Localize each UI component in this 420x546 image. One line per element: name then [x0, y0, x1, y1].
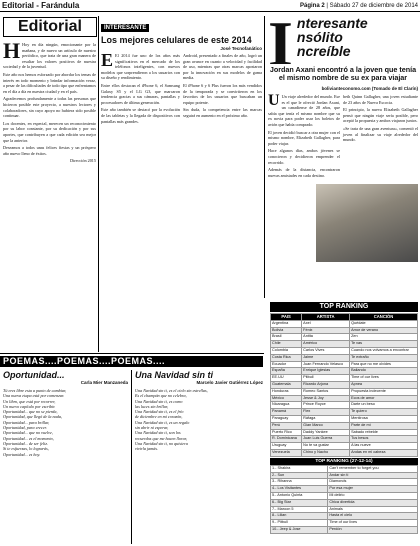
section-title: Editorial - Farándula — [2, 1, 80, 10]
ranking-cell-cancion: Propuesta indecente — [350, 388, 418, 395]
ranking-row — [271, 443, 418, 450]
poem-line: las luces sin brillar, — [135, 403, 169, 409]
ranking-row — [271, 341, 418, 348]
ranking-sub-row — [271, 526, 418, 533]
ranking-sub-artist: 4.- Los Visitantes — [271, 486, 328, 493]
ranking-sub-table — [270, 465, 418, 534]
ranking-row — [271, 409, 418, 416]
ranking-header-cancion: CANCIÓN — [350, 314, 418, 321]
celulares-byline: José Tecnofanático — [220, 46, 262, 51]
ranking-sub-artist: 9.- Pitbull — [271, 520, 328, 527]
poemas-band: POEMAS....POEMAS....POEMAS.... — [0, 356, 263, 367]
navidad-author: Marcelo Javier Gutiérrez López — [196, 380, 263, 385]
ranking-cell-cancion: Andas en mi cabeza — [350, 449, 418, 456]
oportunidad-lines — [3, 388, 128, 457]
celulares-paragraph: Sin duda, la competencia entre las marcas seguirá en aumento en el próximo año. — [183, 107, 262, 118]
ranking-sub-artist: 7.- Maroon 5 — [271, 506, 328, 513]
ranking-sub-artist: 3.- Rihanna — [271, 479, 328, 486]
poem-line: Oportunidad... de ser feliz. — [3, 440, 49, 446]
navidad-title: Una Navidad sin ti — [135, 370, 214, 380]
ranking-cell-cancion: A las nueve — [350, 443, 418, 450]
celulares-paragraph: El iPhone 6 y 6 Plus fueron los más vendidos de la temporada y se convirtieron en los favoritos de los usuarios que buscaban un equipo potente. — [183, 82, 262, 105]
ranking-row — [271, 388, 418, 395]
celulares-article — [101, 16, 262, 352]
poem-line: Una Navidad sin ti, es el frío — [135, 409, 184, 415]
ranking-row — [271, 395, 418, 402]
ranking-cell-pais: Chile — [271, 341, 302, 348]
oportunidad-title: Oportunidad... — [3, 370, 65, 380]
poem-line: Oportunidad, que llegó de la nada, — [3, 414, 62, 420]
ranking-cell-cancion: Para que no me olvides — [350, 361, 418, 368]
ranking-sub-row — [271, 465, 418, 472]
interesante-source: bolivianteconomo.com (Tomado de El Clarín) — [321, 86, 418, 91]
interesante-paragraph: El joven decidió buscar a otra mujer con el mismo nombre, Elizabeth Gallagher, para poder viajar. — [268, 129, 340, 146]
ranking-cell-pais: Paraguay — [271, 415, 302, 422]
celulares-paragraph: Este año también se destacó por la evolución de las tabletas y la llegada de dispositivos con pantallas más grandes. — [101, 107, 180, 124]
ranking-sub-song: Diamonds — [328, 479, 418, 486]
ranking-cell-pais: Puerto Rico — [271, 429, 302, 436]
ranking-cell-pais: España — [271, 368, 302, 375]
ranking-row — [271, 334, 418, 341]
poem-line: Oportunidad... para brillar, — [3, 419, 50, 425]
editorial-paragraph: Deseamos a todos unas felices fiestas y un próspero año nuevo lleno de éxitos. — [3, 145, 96, 156]
ranking-cell-artista: Américo — [302, 341, 350, 348]
celulares-headline: Los mejores celulares de este 2014 — [101, 35, 252, 45]
ranking-cell-cancion: Apnea — [350, 381, 418, 388]
ranking-cell-pais: Honduras — [271, 388, 302, 395]
poem-line: Una Navidad sin ti, no quisiera — [135, 440, 188, 446]
section-divider — [0, 353, 264, 354]
ranking-row — [271, 402, 418, 409]
poem-line: Oportunidad... que no se pierda, — [3, 409, 58, 415]
couple-photo — [316, 184, 418, 262]
ranking-cell-artista: Pitbull — [302, 375, 350, 382]
poem-line: Oportunidad... es el momento, — [3, 435, 54, 441]
interesante-title-3: ncreíble — [296, 43, 351, 59]
ranking-sub-artist: 1.- Shakira — [271, 465, 328, 472]
ranking-cell-cancion: Tus besos — [350, 436, 418, 443]
ranking-cell-cancion: Parte de mí — [350, 422, 418, 429]
ranking-cell-cancion: Te vas — [350, 341, 418, 348]
ranking-cell-artista: Axel — [302, 320, 350, 327]
ranking-cell-artista: Daddy Yankee — [302, 429, 350, 436]
poem-line: Si te esfuerzas, lo lograrás, — [3, 446, 49, 452]
interesante-paragraph: Además de la distancia, encontraron nuevas amistades en cada destino. — [268, 167, 340, 178]
interesante-title-1: nteresante — [296, 16, 368, 31]
editorial-title: Editorial — [3, 17, 97, 37]
ranking-sub-title: TOP RANKING (27-12-14) — [270, 458, 418, 465]
ranking-row — [271, 422, 418, 429]
ranking-sub-row — [271, 513, 418, 520]
poem-line: sin abrir ni esperar, — [135, 425, 169, 431]
page-date: Sábado 27 de diciembre de 2014 — [329, 2, 418, 9]
ranking-cell-artista: Enrique Iglesias — [302, 368, 350, 375]
big-initial: I — [268, 16, 293, 64]
ranking-row — [271, 415, 418, 422]
ranking-cell-cancion: Bailando — [350, 368, 418, 375]
poem-line: vivirla jamás. — [135, 446, 159, 452]
editorial-body — [3, 42, 96, 342]
ranking-cell-pais: México — [271, 395, 302, 402]
column-divider — [264, 16, 265, 298]
ranking-sub-song: Perdón — [328, 526, 418, 533]
interesante-paragraph: U Un viaje alrededor del mundo. Ese es el que le ofreció Jordan Axani, un canadiense de 28 años, que sabía que tenía el mismo nombre que su ex novia para poder usar los boletos de avión que había comprado. — [268, 94, 340, 127]
ranking-cell-pais: Argentina — [271, 320, 302, 327]
ranking-cell-pais: Nicaragua — [271, 402, 302, 409]
oportunidad-poem — [3, 370, 128, 544]
celulares-dropcap: E — [101, 50, 114, 70]
poem-line: Un nuevo capítulo por escribir. — [3, 403, 56, 409]
ranking-cell-pais: Costa Rica — [271, 354, 302, 361]
ranking-sub-song: Time of our lives — [328, 520, 418, 527]
ranking-cell-artista: Flex — [302, 409, 350, 416]
ranking-sub-row — [271, 492, 418, 499]
ranking-row — [271, 320, 418, 327]
editorial-dropcap: H — [3, 42, 21, 63]
poem-line: Oportunidad... que no vuelve, — [3, 430, 53, 436]
poem-line: Un libro, que está por recorrer, — [3, 398, 56, 404]
ranking-sub-song: Chica divertida — [328, 499, 418, 506]
ranking-sub-song: Animals — [328, 506, 418, 513]
ranking-cell-cancion: Te quiero — [350, 409, 418, 416]
editorial-paragraph: Agradecemos profundamente a todas las personas que hicieron posible este proyecto, a nuestros lectores y colaboradores, sin cuyo apoyo no hubiera sido posible continuar. — [3, 96, 96, 119]
ranking-header-pais: PAIS — [271, 314, 302, 321]
ranking-cell-artista: Prince Royce — [302, 402, 350, 409]
ranking-sub-row — [271, 506, 418, 513]
ranking-row — [271, 354, 418, 361]
interesante-paragraph: El principio, la nueva Elizabeth Gallagher pensó que ningún viaje sería posible, pero aceptó la propuesta y ambos viajaron juntos. — [343, 107, 418, 124]
interesante-paragraph: Hace algunos días, ambos jóvenes se conocieron y decidieron emprender el recorrido. — [268, 148, 340, 165]
ranking-sub-song: Mi delirio — [328, 492, 418, 499]
editorial-paragraph: Este año nos hemos esforzado por abordar los temas de interés en todo momento y brindar información veraz, a pesar de las dificultades de todo tipo que enfrentamos en el día a día en nuestra ciudad y en el país. — [3, 71, 96, 94]
poem-line: Una nueva etapa está por comenzar. — [3, 393, 65, 399]
celulares-paragraph: E El 2014 fue uno de los años más significativos en el mercado de los teléfonos inteligentes, con nuevos modelos que sorprendieron a los usuarios con su diseño y rendimiento. — [101, 50, 180, 81]
ranking-cell-pais: EE.UU — [271, 375, 302, 382]
page-number: Página 2 — [300, 2, 325, 9]
page-header — [0, 0, 420, 12]
ranking-sub-artist: 2.- Sun — [271, 472, 328, 479]
poem-line: Una Navidad sin ti, es un regalo — [135, 419, 190, 425]
ranking-cell-artista: Jaime — [302, 354, 350, 361]
column-divider — [131, 370, 132, 544]
ranking-row — [271, 436, 418, 443]
ranking-cell-artista: Ráfaga — [302, 415, 350, 422]
ranking-sub-artist: 5.- Antonio Quinta — [271, 492, 328, 499]
poem-line: Oportunidad, para crecer. — [3, 425, 47, 431]
ranking-table-wrap — [270, 313, 418, 545]
ranking-sub-row — [271, 499, 418, 506]
ranking-cell-artista: Carlos Vives — [302, 347, 350, 354]
ranking-table — [270, 313, 418, 457]
ranking-row — [271, 449, 418, 456]
ranking-sub-artist: 8.- Lilian — [271, 513, 328, 520]
ranking-row — [271, 368, 418, 375]
poem-line: Oportunidad... es hoy. — [3, 451, 41, 457]
ranking-sub-song: Hasta el cielo — [328, 513, 418, 520]
ranking-cell-cancion: Darte un beso — [350, 402, 418, 409]
ranking-cell-artista: Gian Marco — [302, 422, 350, 429]
ranking-cell-pais: Brasil — [271, 334, 302, 341]
ranking-cell-cancion: Ecos de amor — [350, 395, 418, 402]
interesante-dropcap: U — [268, 94, 280, 109]
ranking-sub-song: Andar sin ti — [328, 472, 418, 479]
oportunidad-author: Carla Mier Manzaneda — [80, 380, 128, 385]
ranking-cell-pais: Bolivia — [271, 327, 302, 334]
ranking-cell-pais: Panamá — [271, 409, 302, 416]
poem-line: recuerdos que me hacen llorar, — [135, 435, 187, 441]
ranking-sub-artist: 6.- Big Star — [271, 499, 328, 506]
ranking-header-artista: ARTISTA — [302, 314, 350, 321]
ranking-sub-song: Por esa mujer — [328, 486, 418, 493]
poem-line: Una Navidad sin ti, es como — [135, 398, 183, 404]
interesante-subhead: Jordan Axani encontró a la joven que tenía el mismo nombre de su ex para viajar — [269, 66, 417, 82]
ranking-cell-artista: Fénix — [302, 327, 350, 334]
poem-line: de diciembre en mi corazón, — [135, 414, 183, 420]
ranking-cell-cancion: Te extraño — [350, 354, 418, 361]
poem-line: Una Navidad sin ti, es el cielo sin estrellas, — [135, 388, 208, 393]
ranking-cell-artista: Chino y Nacho — [302, 449, 350, 456]
ranking-sub-row — [271, 472, 418, 479]
page-info: Página 2 | Sábado 27 de diciembre de 2014 — [300, 2, 418, 9]
ranking-cell-cancion: Amor de verano — [350, 327, 418, 334]
poem-line: Tú eres libre esta a punto de cambiar, — [3, 388, 67, 393]
ranking-sub-row — [271, 520, 418, 527]
ranking-row — [271, 381, 418, 388]
ranking-cell-artista: Anitta — [302, 334, 350, 341]
celulares-paragraph: Entre ellos destacan el iPhone 6, el Samsung Galaxy S5 y el LG G3, que marcaron tendencia gracias a sus cámaras, pantallas y procesadores de última generación. — [101, 82, 180, 105]
interesante-paragraph: beth Quinn Gallagher, una joven estudiante de 23 años de Nueva Escocia. — [343, 94, 418, 105]
ranking-cell-pais: R. Dominicana — [271, 436, 302, 443]
ranking-cell-pais: Uruguay — [271, 443, 302, 450]
editorial-paragraph: H Hoy en día ningún, emocionante por la mañana, y de nuevo un artículo de nuestro periódico, que trata de una gran manera de resaltar los valores positivos de nuestra sociedad y de la juventud. — [3, 42, 96, 70]
ranking-sub-artist: 10.- Jeep & Jose — [271, 526, 328, 533]
ranking-cell-artista: Ricardo Arjona — [302, 381, 350, 388]
ranking-cell-cancion: Time of our lives — [350, 375, 418, 382]
navidad-poem — [135, 370, 263, 544]
ranking-cell-pais: Perú — [271, 422, 302, 429]
interesante-tag: INTERESANTE — [101, 24, 149, 32]
ranking-sub-song: Can't remember to forget you — [328, 465, 418, 472]
ranking-cell-artista: Juan Luis Guerra — [302, 436, 350, 443]
ranking-row — [271, 327, 418, 334]
ranking-cell-cancion: Mentirosa — [350, 415, 418, 422]
editorial-paragraph: Los docentes, en especial, merecen un reconocimiento por su labor constante, por su dedicación y por sus aportes, que contribuyen a que cada edición sea mejor que la anterior. — [3, 120, 96, 143]
ranking-row — [271, 347, 418, 354]
celulares-paragraph: Android, presentado a finales de año, logró un gran avance en cuanto a velocidad y facilidad de uso, mientras que otras marcas apostaron por la innovación en sus modelos de gama media. — [183, 53, 262, 81]
ranking-cell-pais: Colombia — [271, 347, 302, 354]
poem-line: Una Navidad sin ti, son los — [135, 430, 181, 436]
ranking-cell-cancion: Quédate — [350, 320, 418, 327]
ranking-sub-row — [271, 479, 418, 486]
ranking-title: TOP RANKING — [270, 302, 418, 312]
ranking-row — [271, 429, 418, 436]
interesante-box — [268, 16, 418, 64]
ranking-cell-artista: Juan Fernando Velasco — [302, 361, 350, 368]
ranking-cell-pais: Guatemala — [271, 381, 302, 388]
ranking-cell-cancion: Cuando nos volvamos a encontrar — [350, 347, 418, 354]
ranking-cell-pais: Venezuela — [271, 449, 302, 456]
ranking-cell-artista: Jesse & Joy — [302, 395, 350, 402]
poem-line: Es el champán que no celebra, — [135, 393, 187, 399]
ranking-cell-cancion: Zen — [350, 334, 418, 341]
interesante-paragraph: «Se trata de una gran aventura», comentó el joven al finalizar su viaje alrededor del mundo. — [343, 125, 418, 143]
navidad-lines — [135, 388, 263, 452]
column-divider — [98, 16, 99, 352]
interesante-title-2: nsólito — [296, 29, 343, 45]
ranking-cell-pais: Ecuador — [271, 361, 302, 368]
ranking-row — [271, 375, 418, 382]
editorial-signature: Dirección 2015 — [70, 158, 96, 164]
ranking-cell-cancion: Sabado rebelde — [350, 429, 418, 436]
ranking-row — [271, 361, 418, 368]
ranking-cell-artista: Romeo Santos — [302, 388, 350, 395]
ranking-sub-row — [271, 486, 418, 493]
ranking-cell-artista: No te va gustar — [302, 443, 350, 450]
